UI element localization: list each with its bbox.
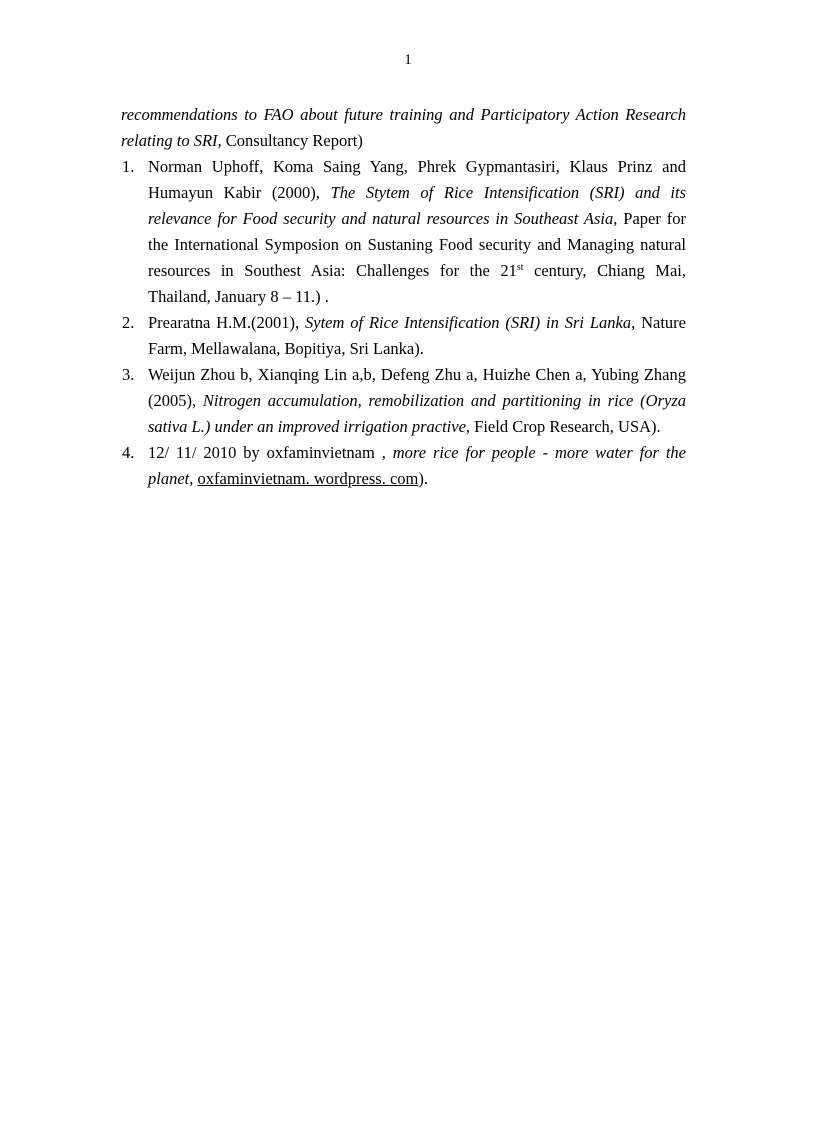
reference-number: 1. bbox=[122, 157, 135, 176]
continued-reference bbox=[121, 102, 686, 154]
reference-number: 2. bbox=[122, 313, 135, 332]
reference-title: more rice for people - more water for the planet, bbox=[148, 443, 686, 488]
continued-reference-source: Consultancy Report) bbox=[221, 131, 363, 150]
reference-authors: Weijun Zhou b, Xianqing Lin a,b, Defeng Zhu a, Huizhe Chen a, Yubing Zhang (2005), bbox=[148, 365, 686, 410]
reference-item-1 bbox=[121, 154, 686, 310]
reference-title: Sytem of Rice Intensification (SRI) in Sri Lanka, bbox=[305, 313, 636, 332]
reference-authors: Prearatna H.M.(2001), bbox=[148, 313, 305, 332]
document-body bbox=[121, 102, 686, 492]
reference-authors: Norman Uphoff, Koma Saing Yang, Phrek Gypmantasiri, Klaus Prinz and Humayun Kabir (2000), bbox=[148, 157, 686, 202]
reference-title: Nitrogen accumulation, remobilization and partitioning in rice (Oryza sativa L.) under an improved irrigation practive bbox=[148, 391, 686, 436]
page-number: 1 bbox=[404, 52, 412, 68]
reference-number: 3. bbox=[122, 365, 135, 384]
reference-details-end: century, Chiang Mai, Thailand, January 8 – 11.) . bbox=[148, 261, 686, 306]
reference-details: Nature Farm, Mellawalana, Bopitiya, Sri Lanka). bbox=[148, 313, 686, 358]
reference-details: Paper for the International Symposion on Sustaning Food security and Managing natural resources in Southest Asia: Challenges for the 21 bbox=[148, 209, 686, 280]
reference-list bbox=[121, 154, 686, 492]
reference-title: The Stytem of Rice Intensification (SRI) and its relevance for Food security and natural resources in Southeast Asia, bbox=[148, 183, 686, 228]
reference-details: ). bbox=[418, 469, 428, 488]
reference-item-4 bbox=[121, 440, 686, 492]
reference-authors: 12/ 11/ 2010 by oxfaminvietnam , bbox=[148, 443, 393, 462]
reference-item-3 bbox=[121, 362, 686, 440]
reference-link[interactable]: oxfaminvietnam. wordpress. com bbox=[197, 469, 419, 488]
ordinal-suffix: st bbox=[516, 262, 524, 273]
reference-number: 4. bbox=[122, 443, 135, 462]
reference-item-2 bbox=[121, 310, 686, 362]
continued-reference-title: recommendations to FAO about future training and Participatory Action Research relating to SRI, bbox=[121, 105, 686, 150]
reference-details: , Field Crop Research, USA). bbox=[465, 417, 661, 436]
